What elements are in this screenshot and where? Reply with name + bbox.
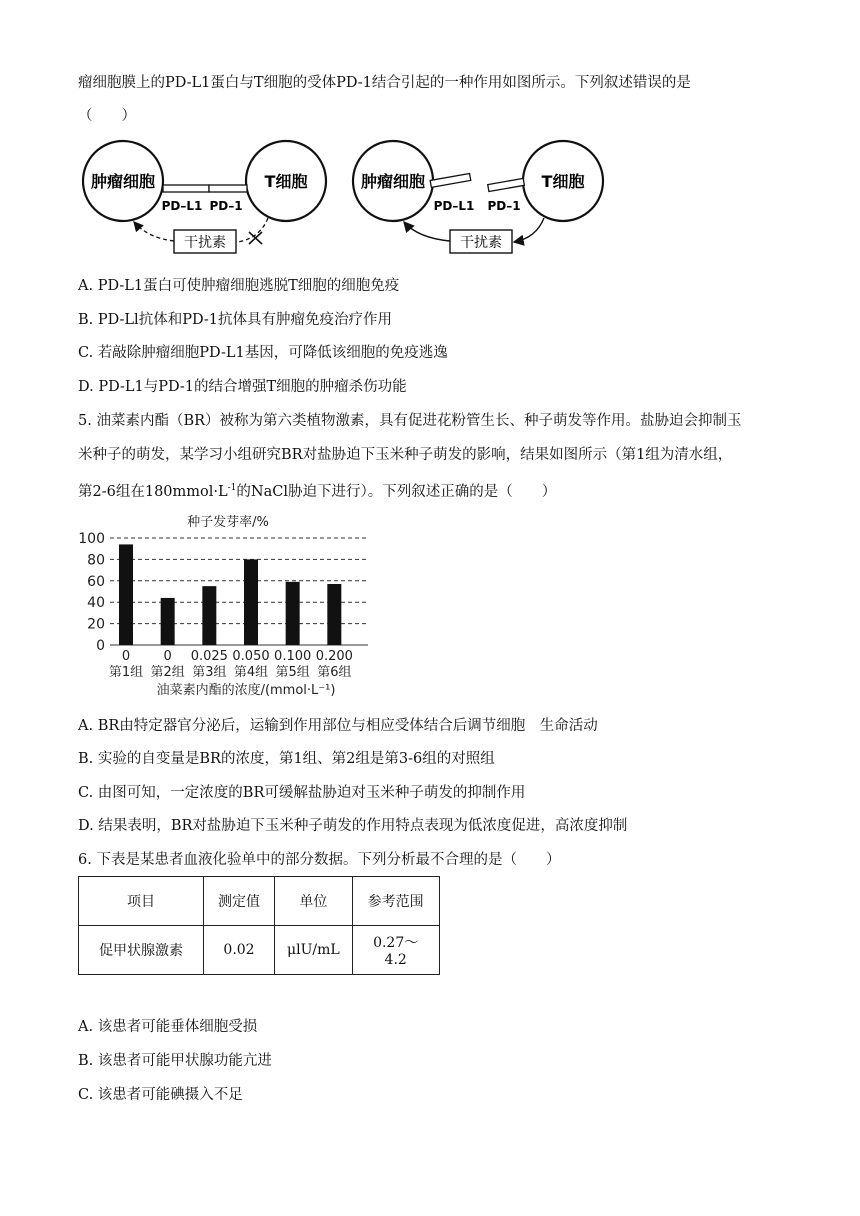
table-header-cell: 项目 [79, 877, 204, 926]
q4-option-c: C. 若敲除肿瘤细胞PD-L1基因，可降低该细胞的免疫逃逸 [78, 345, 448, 361]
bar [202, 586, 216, 645]
x-category-label: 第4组 [233, 665, 269, 680]
germination-bar-chart [78, 508, 378, 708]
pd1-label-right: PD–1 [487, 199, 521, 213]
ifn-label-left: 干扰素 [184, 235, 226, 251]
pdl1-label-left: PD–L1 [161, 199, 203, 213]
x-concentration-label: 0 [163, 649, 172, 664]
table-row [79, 926, 440, 975]
tcell-label-right: T细胞 [541, 172, 585, 191]
y-tick-label: 80 [87, 552, 105, 569]
pd1-receptor-left [209, 185, 247, 192]
q5-option-b: B. 实验的自变量是BR的浓度，第1组、第2组是第3-6组的对照组 [78, 751, 495, 767]
table-cell: 0.27～4.2 [352, 926, 439, 975]
pdl1-receptor-right [430, 173, 471, 187]
x-concentration-label: 0.025 [190, 649, 228, 664]
table-header-cell: 参考范围 [352, 877, 439, 926]
q6-stem: 6. 下表是某患者血液化验单中的部分数据。下列分析最不合理的是（ ） [78, 852, 561, 868]
table-header-cell: 单位 [275, 877, 353, 926]
pdl1-receptor-left [163, 185, 209, 192]
arrow-ifn-to-tumor [404, 222, 450, 241]
q6-option-a: A. 该患者可能垂体细胞受损 [78, 1019, 258, 1035]
q4-option-d: D. PD-L1与PD-1的结合增强T细胞的肿瘤杀伤功能 [78, 379, 407, 395]
tumor-label-right: 肿瘤细胞 [360, 172, 426, 191]
bar [161, 598, 175, 645]
table-header-cell: 测定值 [204, 877, 275, 926]
table-cell: 促甲状腺激素 [79, 926, 204, 975]
y-tick-label: 100 [78, 531, 105, 547]
q5-option-d: D. 结果表明，BR对盐胁迫下玉米种子萌发的作用特点表现为低浓度促进，高浓度抑制 [78, 818, 628, 834]
q6-option-c: C. 该患者可能碘摄入不足 [78, 1087, 243, 1103]
dashed-arrow-ifn-to-tumor [134, 222, 174, 241]
q5-stem-line1: 5. 油菜素内酯（BR）被称为第六类植物激素，具有促进花粉管生长、种子萌发等作用。盐胁迫会抑制玉 [78, 413, 742, 429]
pd1-receptor-right [488, 178, 525, 191]
pdl1-label-right: PD–L1 [433, 199, 475, 213]
pd1-diagram [78, 138, 618, 268]
x-category-label: 第5组 [275, 665, 310, 680]
tumor-label-left: 肿瘤细胞 [90, 172, 156, 191]
q6-option-b: B. 该患者可能甲状腺功能亢进 [78, 1053, 272, 1069]
y-tick-label: 40 [87, 595, 105, 612]
x-concentration-label: 0.050 [232, 649, 270, 664]
table-cell: 0.02 [204, 926, 275, 975]
y-tick-label: 20 [87, 616, 105, 633]
tcell-label-left: T细胞 [264, 172, 308, 191]
arrow-tcell-to-ifn [514, 218, 544, 242]
q4-option-a: A. PD-L1蛋白可使肿瘤细胞逃脱T细胞的细胞免疫 [78, 278, 400, 294]
chart-title: 种子发芽率/% [187, 515, 269, 530]
q4-stem: 瘤细胞膜上的PD-L1蛋白与T细胞的受体PD-1结合引起的一种作用如图所示。下列叙述错误的是 [78, 75, 691, 91]
x-category-label: 第6组 [317, 665, 352, 680]
q4-paren: （ ） [78, 108, 136, 124]
bar [119, 544, 133, 645]
ifn-label-right: 干扰素 [460, 235, 502, 251]
x-concentration-label: 0 [121, 649, 131, 664]
x-category-label: 第2组 [150, 665, 185, 680]
x-concentration-label: 0.200 [315, 649, 353, 664]
y-tick-label: 0 [96, 638, 105, 654]
x-category-label: 第1组 [108, 665, 144, 680]
q4-option-b: B. PD-Ll抗体和PD-1抗体具有肿瘤免疫治疗作用 [78, 312, 392, 328]
y-tick-label: 60 [87, 573, 105, 590]
table-header-row [79, 877, 440, 926]
q5-stem-line2: 米种子的萌发，某学习小组研究BR对盐胁迫下玉米种子萌发的影响，结果如图所示（第1组为清水组， [78, 447, 733, 463]
lab-results-table [78, 876, 440, 975]
chart-xlabel: 油菜素内酯的浓度/(mmol·L⁻¹) [156, 683, 336, 698]
q5-option-a: A. BR由特定器官分泌后，运输到作用部位与相应受体结合后调节细胞 生命活动 [78, 718, 598, 734]
x-concentration-label: 0.100 [274, 649, 312, 664]
q5-option-c: C. 由图可知，一定浓度的BR可缓解盐胁迫对玉米种子萌发的抑制作用 [78, 785, 526, 801]
bar [244, 559, 258, 645]
dashed-arrow-tcell-to-ifn [238, 218, 268, 242]
x-category-label: 第3组 [192, 665, 227, 680]
bar [286, 582, 300, 645]
bar [327, 584, 341, 645]
q5-stem-line3: 第2-6组在$180mmol\cdot L^{-1}$的NaCl胁迫下进行）。下列叙述正确的是（ ） [78, 483, 557, 500]
table-cell: μlU/mL [275, 926, 353, 975]
pd1-label-left: PD–1 [209, 199, 243, 213]
